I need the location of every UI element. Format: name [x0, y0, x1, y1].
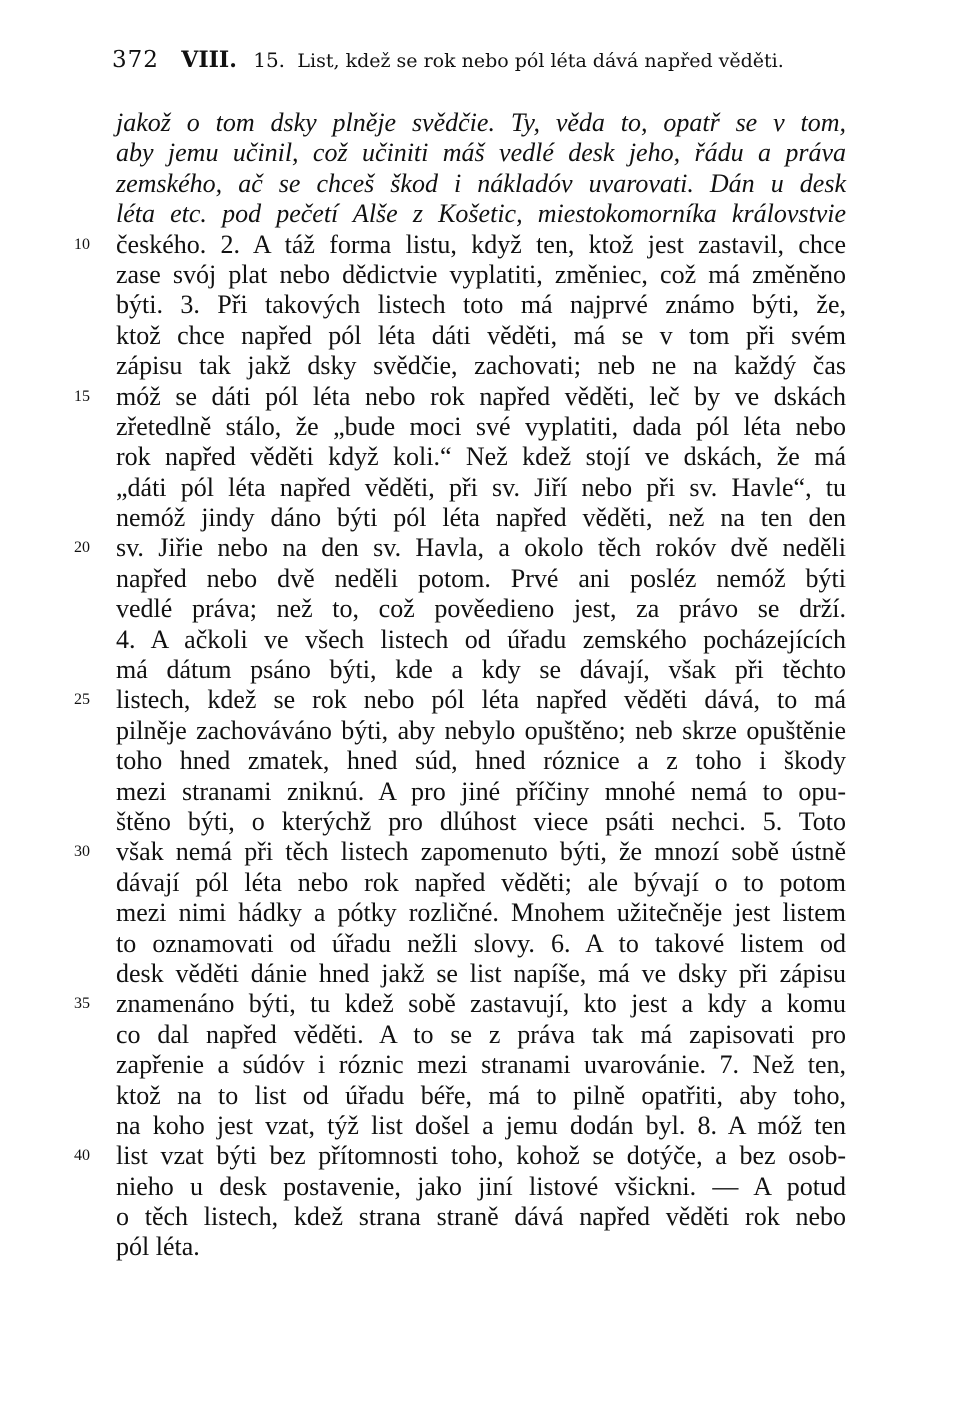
line-text: znamenáno býti, tu kdež sobě zastavují, kto jest a kdy a komu	[116, 989, 846, 1019]
line-text: to oznamovati od úřadu nežli slovy. 6. A to takové listem od	[116, 928, 846, 958]
line-text: list vzat býti bez přítomnosti toho, kohož se dotýče, a bez osob-	[116, 1141, 846, 1171]
text-line	[0, 1111, 960, 1141]
line-number: 15	[74, 387, 90, 405]
text-line	[0, 108, 960, 138]
line-text: jakož o tom dsky plněje svědčie. Ty, věda to, opatř se v tom,	[116, 108, 846, 137]
line-text: nemóž jindy dáno býti pól léta napřed věděti, než na ten den	[116, 503, 846, 533]
line-text: býti. 3. Při takových listech toto má najprvé známo býti, že,	[116, 290, 846, 320]
line-number: 35	[74, 995, 90, 1013]
text-line	[0, 382, 960, 412]
text-line	[0, 1081, 960, 1111]
text-line	[0, 1202, 960, 1232]
text-line	[0, 503, 960, 533]
text-line	[0, 746, 960, 776]
text-line	[0, 138, 960, 168]
text-line	[0, 564, 960, 594]
text-line	[0, 473, 960, 503]
text-line	[0, 989, 960, 1019]
text-line	[0, 655, 960, 685]
line-text: zřetedlně stálo, že „bude moci své vyplatiti, dada pól léta nebo	[116, 411, 846, 441]
line-text: desk věděti dánie hned jakž se list napíše, má ve dsky při zápisu	[116, 958, 846, 988]
line-text: na koho jest vzat, týž list došel a jemu dodán byl. 8. A móž ten	[116, 1110, 846, 1140]
text-line	[0, 625, 960, 655]
page-number: 372	[112, 47, 159, 73]
line-text: 4. A ačkoli ve všech listech od úřadu zemského pocházejících	[116, 624, 846, 654]
line-text: vedlé práva; než to, což pověedieno jest, za právo se drží.	[116, 594, 846, 624]
text-line	[0, 1020, 960, 1050]
line-text: sv. Jiřie nebo na den sv. Havla, a okolo těch rokóv dvě neděli	[116, 533, 846, 563]
line-text: toho hned zmatek, hned súd, hned róznice a z toho i škody	[116, 746, 846, 776]
text-line	[0, 169, 960, 199]
text-line	[0, 807, 960, 837]
running-header	[112, 44, 852, 76]
line-text: listech, kdež se rok nebo pól léta napřed věděti dává, to má	[116, 685, 846, 715]
line-number: 20	[74, 539, 90, 557]
text-line	[0, 1050, 960, 1080]
text-line	[0, 533, 960, 563]
line-text: „dáti pól léta napřed věděti, při sv. Jiří nebo při sv. Havle“, tu	[116, 472, 846, 502]
line-text: zase svój plat nebo dědictvie vyplatiti, změniec, což má změněno	[116, 259, 846, 289]
line-text: mezi stranami zniknú. A pro jiné příčiny mnohé nemá to opu-	[116, 776, 846, 806]
text-line	[0, 1172, 960, 1202]
chapter-number: VIII.	[181, 47, 237, 73]
text-line	[0, 929, 960, 959]
text-line	[0, 594, 960, 624]
line-text: rok napřed věděti když koli.“ Než kdež stojí ve dskách, že má	[116, 442, 846, 472]
line-text: ktož na to list od úřadu béře, má to pilně opatřiti, aby toho,	[116, 1080, 846, 1110]
text-line	[0, 837, 960, 867]
line-text: má dátum psáno býti, kde a kdy se dávají, však při těchto	[116, 655, 846, 685]
line-text: českého. 2. A táž forma listu, když ten, ktož jest zastavil, chce	[116, 229, 846, 259]
text-line	[0, 685, 960, 715]
line-text: však nemá při těch listech zapomenuto býti, že mnozí sobě ústně	[116, 837, 846, 867]
text-line	[0, 442, 960, 472]
text-line	[0, 260, 960, 290]
line-text: zapřenie a súdóv i róznic mezi stranami uvarovánie. 7. Než ten,	[116, 1050, 846, 1080]
text-line	[0, 716, 960, 746]
line-text: zápisu tak jakž dsky svědčie, zachovati; neb ne na každý čas	[116, 351, 846, 381]
text-line	[0, 898, 960, 928]
line-number: 30	[74, 843, 90, 861]
body-text	[0, 108, 960, 1263]
section-number: 15.	[253, 48, 286, 72]
running-title: List, kdež se rok nebo pól léta dává napřed věděti.	[297, 50, 784, 72]
text-line	[0, 868, 960, 898]
line-text: co dal napřed věděti. A to se z práva tak má zapisovati pro	[116, 1019, 846, 1049]
line-text: pól léta.	[116, 1232, 200, 1262]
line-text: ktož chce napřed pól léta dáti věděti, má se v tom při svém	[116, 320, 846, 350]
line-text: napřed nebo dvě neděli potom. Prvé ani posléz nemóž býti	[116, 563, 846, 593]
line-text: móž se dáti pól léta nebo rok napřed věděti, leč by ve dskách	[116, 381, 846, 411]
text-line	[0, 199, 960, 229]
line-text: štěno býti, o kterýchž pro dlúhost viece psáti nechci. 5. Toto	[116, 806, 846, 836]
text-line	[0, 321, 960, 351]
text-line	[0, 351, 960, 381]
text-line	[0, 959, 960, 989]
line-text: mezi nimi hádky a pótky rozličné. Mnohem užitečněje jest listem	[116, 898, 846, 928]
line-text: zemského, ač se chceš škod i nákladóv uvarovati. Dán u desk	[116, 168, 846, 198]
line-number: 10	[74, 235, 90, 253]
text-line	[0, 1232, 960, 1262]
line-number: 40	[74, 1147, 90, 1165]
line-text: aby jemu učinil, což učiniti máš vedlé desk jeho, řádu a práva	[116, 138, 846, 168]
text-line	[0, 777, 960, 807]
line-text: o těch listech, kdež strana straně dává napřed věděti rok nebo	[116, 1202, 846, 1232]
line-text: pilněje zachováváno býti, aby nebylo opuštěno; neb skrze opuštěnie	[116, 715, 846, 745]
line-number: 25	[74, 691, 90, 709]
line-text: dávají pól léta nebo rok napřed věděti; ale bývají o to potom	[116, 867, 846, 897]
text-line	[0, 412, 960, 442]
line-text: léta etc. pod pečetí Alše z Košetic, miestokomorníka královstvie	[116, 199, 846, 229]
text-line	[0, 1141, 960, 1171]
line-text: nieho u desk postavenie, jako jiní listové všickni. — A potud	[116, 1171, 846, 1201]
text-line	[0, 230, 960, 260]
text-line	[0, 290, 960, 320]
